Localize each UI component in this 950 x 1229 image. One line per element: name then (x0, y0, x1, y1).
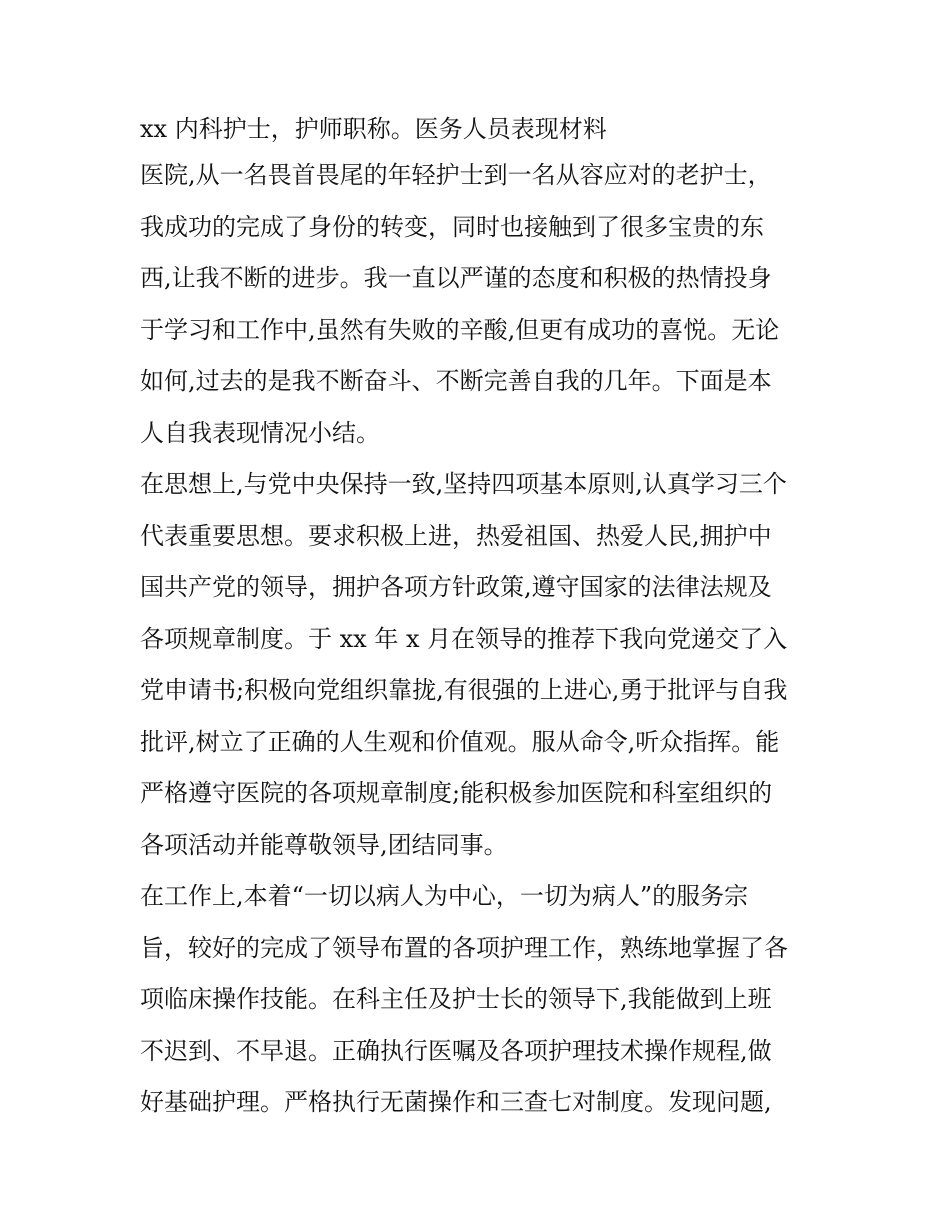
text-line: 人自我表现情况小结。 (140, 418, 380, 447)
text-line: 我成功的完成了身份的转变，同时也接触到了很多宝贵的东 (140, 212, 764, 241)
text-line: 在思想上,与党中央保持一致,坚持四项基本原则,认真学习三个 (140, 470, 787, 498)
text-line: 如何,过去的是我不断奋斗、不断完善自我的几年。下面是本 (140, 367, 772, 395)
text-line: 严格遵守医院的各项规章制度;能积极参加医院和科室组织的 (140, 779, 773, 807)
text-line: 于学习和工作中,虽然有失败的辛酸,但更有成功的喜悦。无论 (140, 315, 780, 344)
text-line: 好基础护理。严格执行无菌操作和三查七对制度。发现问题, (140, 1088, 772, 1116)
text-line: 西,让我不断的进步。我一直以严谨的态度和积极的热情投身 (140, 264, 772, 292)
text-line: 各项规章制度。于 xx 年 x 月在领导的推荐下我向党递交了入 (140, 624, 788, 653)
text-line: 国共产党的领导，拥护各项方针政策,遵守国家的法律法规及 (140, 573, 772, 601)
document-title: xx 内科护士，护师职称。医务人员表现材料 (140, 115, 607, 143)
text-line: 代表重要思想。要求积极上进，热爱祖国、热爱人民,拥护中 (140, 521, 772, 550)
text-line: 各项活动并能尊敬领导,团结同事。 (140, 830, 508, 859)
text-line: 项临床操作技能。在科主任及护士长的领导下,我能做到上班 (140, 985, 772, 1013)
document-body (140, 110, 820, 1135)
text-line: 不迟到、不早退。正确执行医嘱及各项护理技术操作规程,做 (140, 1036, 772, 1065)
text-line: 党申请书;积极向党组织靠拢,有很强的上进心,勇于批评与自我 (140, 676, 788, 704)
text-line: 医院,从一名畏首畏尾的年轻护士到一名从容应对的老护士， (140, 161, 772, 189)
text-line: 在工作上,本着“一切以病人为中心，一切为病人”的服务宗 (140, 882, 749, 910)
text-line: 批评,树立了正确的人生观和价值观。服从命令,听众指挥。能 (140, 727, 780, 756)
text-line: 旨，较好的完成了领导布置的各项护理工作，熟练地掌握了各 (140, 933, 788, 962)
